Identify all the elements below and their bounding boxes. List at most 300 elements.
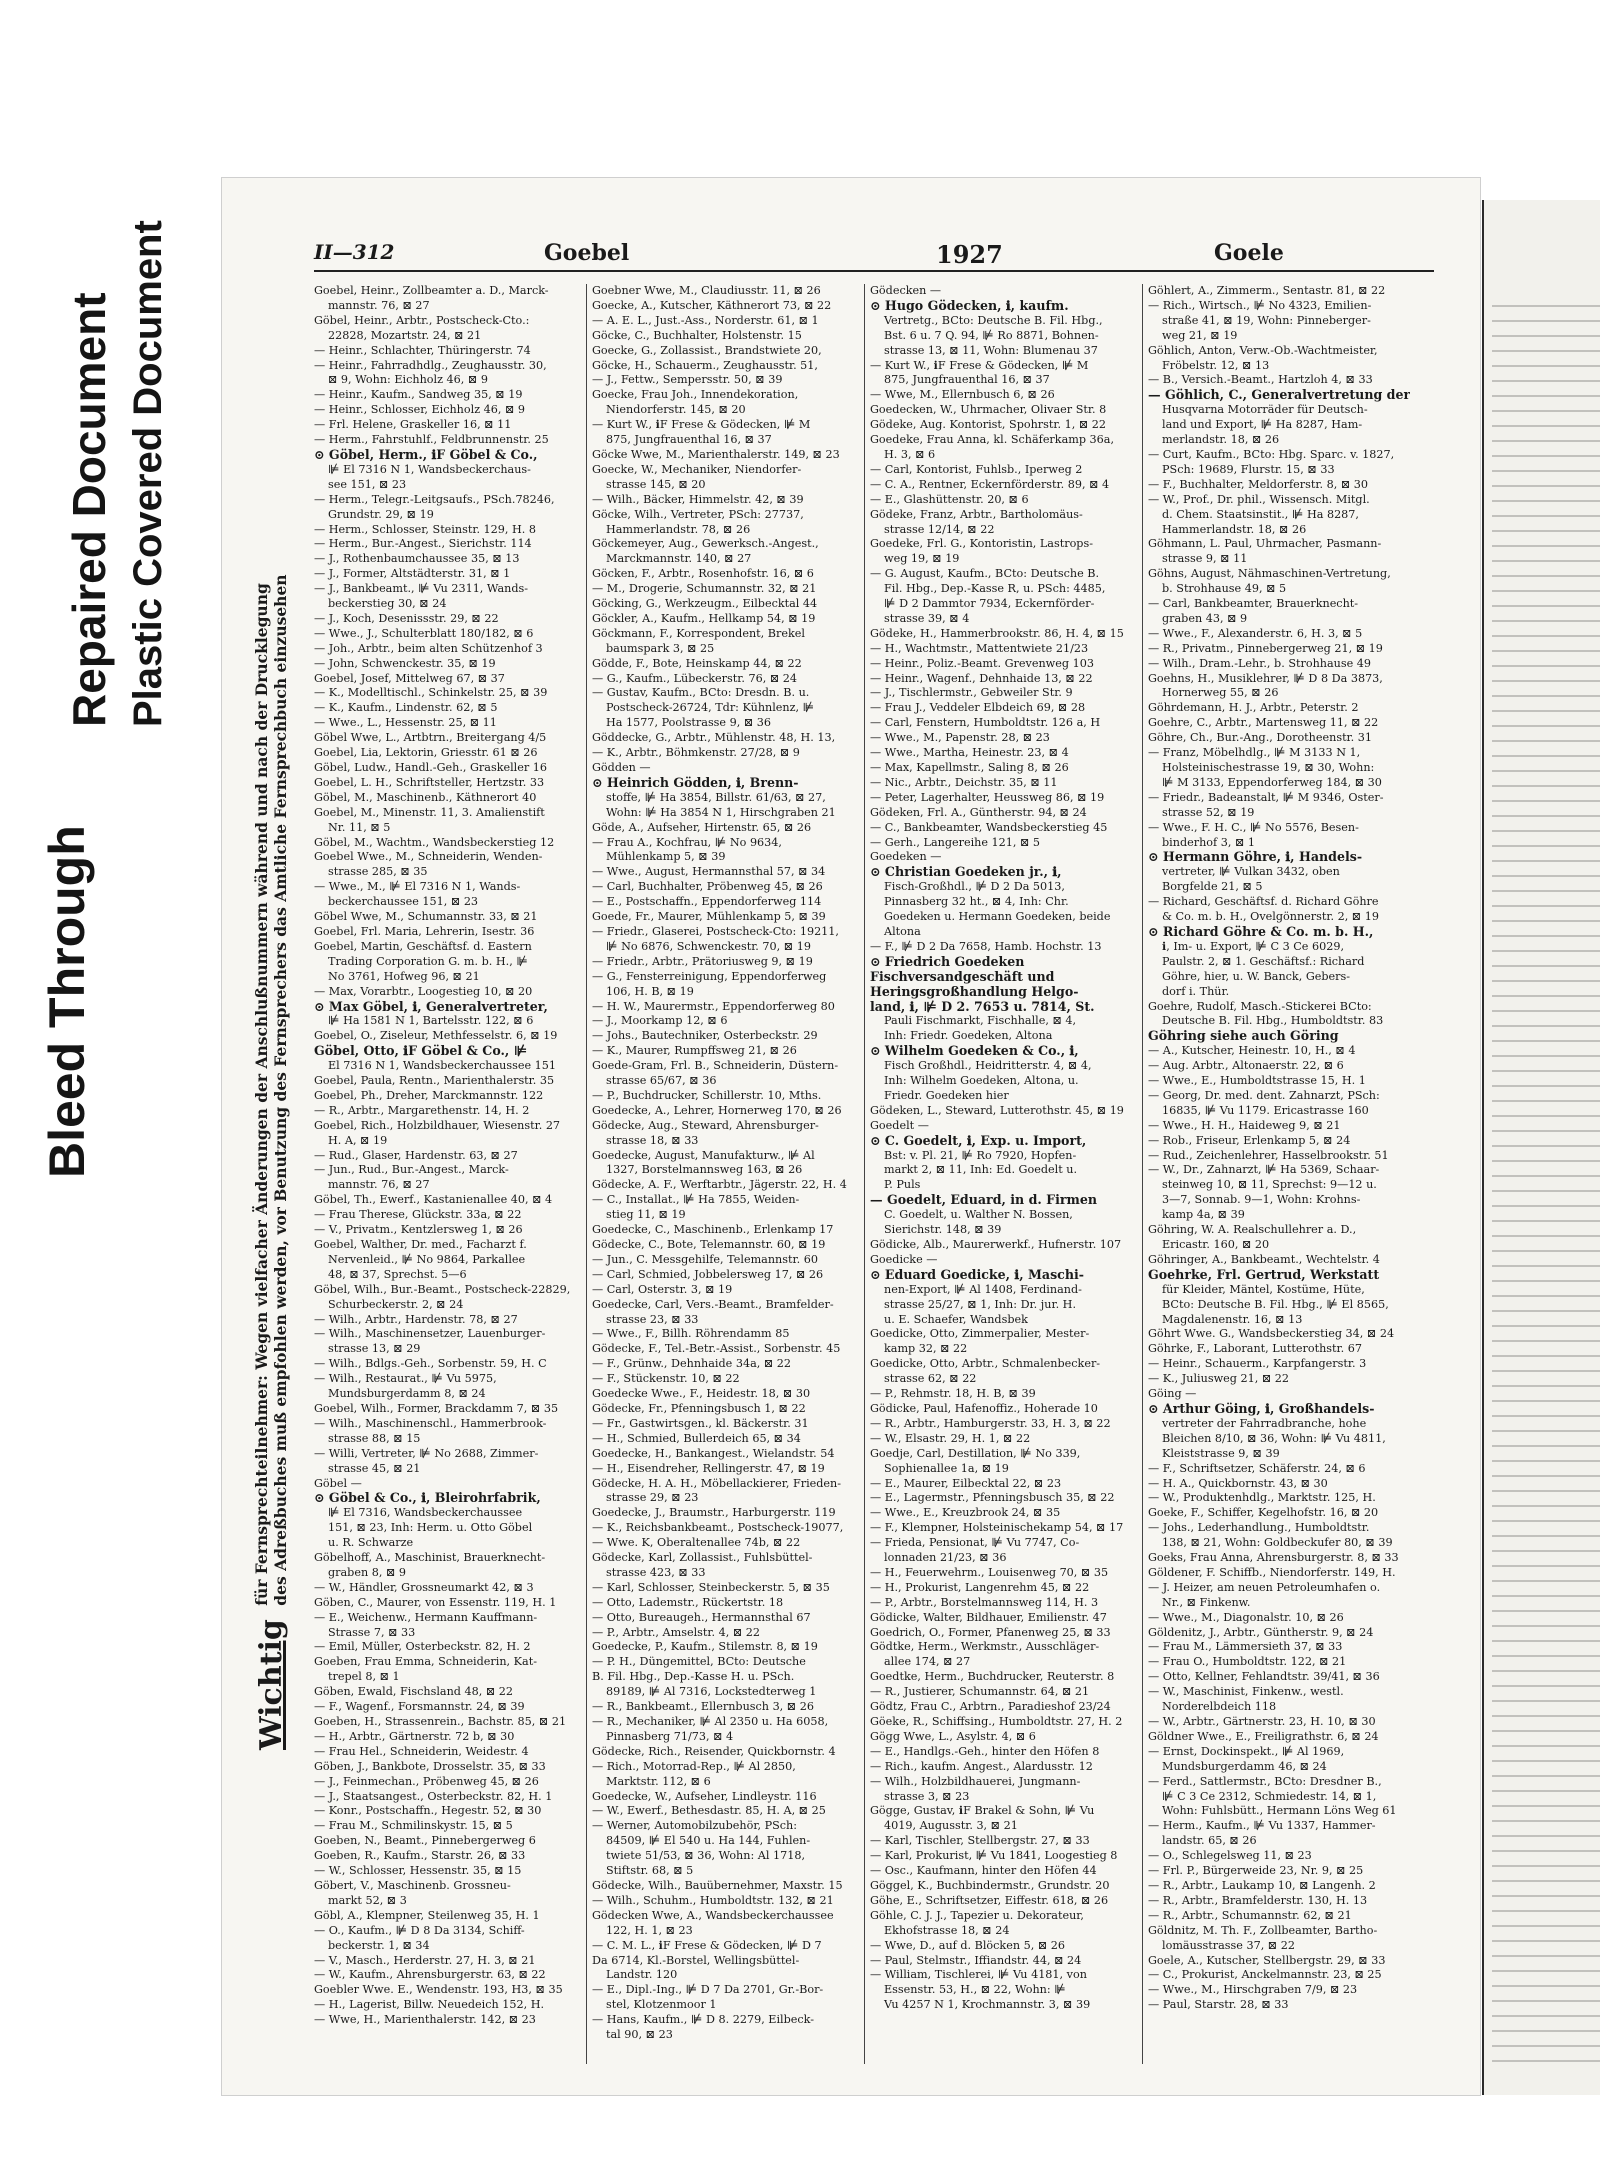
directory-entry: — Heinr., Poliz.-Beamt. Grevenweg 103 <box>870 656 1094 670</box>
directory-entry: Da 6714, Kl.-Borstel, Wellingsbüttel- <box>592 1953 800 1967</box>
directory-entry: Gödecke, C., Bote, Telemannstr. 60, ⊠ 19 <box>592 1238 826 1251</box>
directory-entry: nen-Export, ⊯ Al 1408, Ferdinand- <box>884 1282 1082 1296</box>
directory-entry: Göhmann, L. Paul, Uhrmacher, Pasmann- <box>1148 537 1382 551</box>
directory-entry: Hammerlandstr. 78, ⊠ 26 <box>606 522 751 536</box>
directory-entry: Gögg Wwe, L., Asylstr. 4, ⊠ 6 <box>870 1729 1036 1743</box>
directory-entry: — Wwe, H., Marienthalerstr. 142, ⊠ 23 <box>314 2013 536 2027</box>
directory-entry: — Ferd., Sattlermstr., BCto: Dresdner B., <box>1148 1774 1382 1788</box>
directory-entry: — O., Kaufm., ⊯ D 8 Da 3134, Schiff- <box>314 1923 525 1937</box>
directory-entry: Friedr. Goedeken hier <box>884 1088 1009 1102</box>
directory-entry: — Johs., Bautechniker, Osterbeckstr. 29 <box>592 1029 818 1043</box>
directory-entry: — F., ⊯ D 2 Da 7658, Hamb. Hochstr. 13 <box>870 939 1102 953</box>
directory-entry: Gödden — <box>592 761 651 774</box>
directory-entry: — Wwe., F., Alexanderstr. 6, H. 3, ⊠ 5 <box>1148 626 1363 640</box>
directory-entry: Göbelhoff, A., Maschinist, Brauerknecht- <box>314 1551 546 1565</box>
directory-entry: — Georg, Dr. med. dent. Zahnarzt, PSch: <box>1148 1088 1380 1102</box>
directory-entry: Göhre, Ch., Bur.-Ang., Dorotheenstr. 31 <box>1148 731 1373 745</box>
directory-entry: d. Chem. Staatsinstit., ⊯ Ha 8287, <box>1162 507 1359 521</box>
directory-entry: — Kurt W., ℹF Frese & Gödecken, ⊯ M <box>592 418 811 432</box>
directory-entry: — Ernst, Dockinspekt., ⊯ Al 1969, <box>1148 1744 1345 1758</box>
directory-entry: ⊙ Hermann Göhre, ℹ, Handels- <box>1148 850 1363 865</box>
directory-entry: — H., Wachtmstr., Mattentwiete 21/23 <box>870 641 1089 655</box>
directory-entry: ⊙ Göbel, Herm., ℹF Göbel & Co., <box>314 447 538 462</box>
column-rule <box>864 284 865 2064</box>
column-rule <box>1142 284 1143 2064</box>
directory-entry: Göldener, F. Schiffb., Niendorferstr. 149, H. <box>1148 1565 1396 1579</box>
directory-entry: — Carl, Buchhalter, Pröbenweg 45, ⊠ 26 <box>592 880 823 894</box>
directory-entry: — Carl, Kontorist, Fuhlsb., Iperweg 2 <box>870 462 1083 476</box>
directory-entry: — F., Wagenf., Forsmannstr. 24, ⊠ 39 <box>314 1700 525 1714</box>
notice-line-1: für Fernsprechteilnehmer: Wegen vielfacher Änderungen der Anschlußnummern während und nach der Drucklegung <box>252 583 271 1606</box>
directory-entry: Paulstr. 2, ⊠ 1. Geschäftsf.: Richard <box>1162 954 1365 968</box>
directory-entry: Fröbelstr. 12, ⊠ 13 <box>1162 358 1270 372</box>
directory-entry: — Herm., Bur.-Angest., Sierichstr. 114 <box>314 537 532 551</box>
directory-entry: Göckemeyer, Aug., Gewerksch.-Angest., <box>592 537 819 551</box>
directory-entry: strasse 285, ⊠ 35 <box>328 865 428 879</box>
directory-entry: — Nic., Arbtr., Deichstr. 35, ⊠ 11 <box>870 775 1058 789</box>
directory-entry: markt 2, ⊠ 11, Inh: Ed. Goedelt u. <box>884 1163 1078 1177</box>
directory-entry: strasse 29, ⊠ 23 <box>606 1491 699 1505</box>
directory-entry: Goedecken, W., Uhrmacher, Olivaer Str. 8 <box>870 403 1107 417</box>
directory-entry: Stiftstr. 68, ⊠ 5 <box>606 1864 694 1878</box>
directory-entry: mannstr. 76, ⊠ 27 <box>328 1178 430 1192</box>
directory-entry: — Goedelt, Eduard, in d. Firmen <box>870 1193 1098 1208</box>
directory-entry: — K., Maurer, Rumpffsweg 21, ⊠ 26 <box>592 1044 797 1058</box>
directory-entry: Göcken, F., Arbtr., Rosenhofstr. 16, ⊠ 6 <box>592 567 814 581</box>
directory-entry: Vertretg., BCto: Deutsche B. Fil. Hbg., <box>884 313 1103 327</box>
directory-column-4 <box>1148 284 1410 2064</box>
directory-entry: Goecke, Frau Joh., Innendekoration, <box>592 388 799 402</box>
directory-entry: Goedtke, Herm., Buchdrucker, Reuterstr. 8 <box>870 1670 1115 1684</box>
directory-entry: — M., Drogerie, Schumannstr. 32, ⊠ 21 <box>592 582 817 596</box>
directory-entry: — Herm., Telegr.-Leitgsaufs., PSch.78246, <box>314 492 555 506</box>
directory-entry: — H., Prokurist, Langenrehm 45, ⊠ 22 <box>870 1580 1090 1594</box>
directory-entry: Goedecke, August, Manufakturw., ⊯ Al <box>592 1148 815 1162</box>
directory-entry: & Co. m. b. H., Ovelgönnerstr. 2, ⊠ 19 <box>1162 910 1379 924</box>
directory-entry: — F., Buchhalter, Meldorferstr. 8, ⊠ 30 <box>1148 477 1368 491</box>
directory-entry: No 3761, Hofweg 96, ⊠ 21 <box>328 969 480 983</box>
directory-entry: — H., Schmied, Bullerdeich 65, ⊠ 34 <box>592 1431 801 1445</box>
directory-entry: Heringsgroßhandlung Helgo- <box>870 984 1079 999</box>
directory-entry: ⊯ D 2 Dammtor 7934, Eckernförder- <box>884 597 1095 611</box>
directory-entry: Goebel, L. H., Schriftsteller, Hertzstr. 33 <box>314 775 545 789</box>
directory-entry: Goehre, Rudolf, Masch.-Stickerei BCto: <box>1148 999 1372 1013</box>
directory-entry: beckerchaussee 151, ⊠ 23 <box>328 895 479 909</box>
directory-entry: H. A, ⊠ 19 <box>328 1133 388 1147</box>
directory-entry: Göldner Wwe., E., Freiligrathstr. 6, ⊠ 24 <box>1148 1729 1379 1743</box>
directory-entry: — W., Händler, Grossneumarkt 42, ⊠ 3 <box>314 1580 534 1594</box>
directory-entry: ℹ, Im- u. Export, ⊯ C 3 Ce 6029, <box>1162 939 1345 953</box>
directory-entry: Hammerlandstr. 18, ⊠ 26 <box>1162 522 1307 536</box>
directory-entry: Magdalenenstr. 16, ⊠ 13 <box>1162 1312 1303 1326</box>
directory-entry: Wohn: Fuhlsbütt., Hermann Löns Weg 61 <box>1162 1804 1397 1818</box>
directory-entry: Goede-Gram, Frl. B., Schneiderin, Düstern- <box>592 1059 839 1073</box>
directory-entry: ⊙ Heinrich Gödden, ℹ, Brenn- <box>592 775 799 790</box>
directory-entry: — Rich., Wirtsch., ⊯ No 4323, Emilien- <box>1148 298 1372 312</box>
directory-entry: Goedecke, Carl, Vers.-Beamt., Bramfelder- <box>592 1297 834 1311</box>
directory-entry: — R., Justierer, Schumannstr. 64, ⊠ 21 <box>870 1685 1090 1699</box>
directory-entry: Goebel, Heinr., Zollbeamter a. D., Marck- <box>314 284 549 297</box>
directory-entry: Göcke, H., Schauerm., Zeughausstr. 51, <box>592 358 818 372</box>
running-header <box>314 240 1434 272</box>
directory-entry: ⊙ Arthur Göing, ℹ, Großhandels- <box>1148 1401 1375 1416</box>
directory-entry: Goedje, Carl, Destillation, ⊯ No 339, <box>870 1446 1081 1460</box>
directory-entry: Göbel Wwe, M., Schumannstr. 33, ⊠ 21 <box>314 910 538 924</box>
page-number: II—312 <box>314 240 395 264</box>
directory-entry: 3—7, Sonnab. 9—1, Wohn: Krohns- <box>1162 1193 1361 1207</box>
directory-entry: Goedeken — <box>870 850 942 864</box>
directory-column-1 <box>314 284 576 2064</box>
directory-entry: Göcking, G., Werkzeugm., Eilbecktal 44 <box>592 597 818 611</box>
directory-entry: — William, Tischlerei, ⊯ Vu 4181, von <box>870 1968 1087 1982</box>
directory-entry: Goedecke, P., Kaufm., Stilemstr. 8, ⊠ 19 <box>592 1640 818 1654</box>
directory-entry: — C. M. L., ℹF Frese & Gödecken, ⊯ D 7 <box>592 1938 822 1952</box>
directory-entry: 1327, Borstelmannsweg 163, ⊠ 26 <box>606 1163 803 1177</box>
directory-entry: Schurbeckerstr. 2, ⊠ 24 <box>328 1297 464 1311</box>
directory-entry: — W., Elsastr. 29, H. 1, ⊠ 22 <box>870 1431 1031 1445</box>
directory-entry: — Wilh., Maschinenschl., Hammerbrook- <box>314 1416 547 1430</box>
directory-entry: — Wilh., Restaurat., ⊯ Vu 5975, <box>314 1372 497 1386</box>
directory-entry: Trading Corporation G. m. b. H., ⊯ <box>328 954 528 968</box>
directory-entry: Sophienallee 1a, ⊠ 19 <box>884 1461 1009 1475</box>
directory-entry: — C., Installat., ⊯ Ha 7855, Weiden- <box>592 1193 800 1207</box>
directory-entry: Grundstr. 29, ⊠ 19 <box>328 507 434 521</box>
directory-entry: strasse 18, ⊠ 33 <box>606 1133 699 1147</box>
directory-entry: strasse 25/27, ⊠ 1, Inh: Dr. jur. H. <box>884 1297 1076 1311</box>
directory-entry: — Heinr., Schauerm., Karpfangerstr. 3 <box>1148 1357 1367 1371</box>
directory-entry: — V., Masch., Herderstr. 27, H. 3, ⊠ 21 <box>314 1953 536 1967</box>
label-plastic-covered-document: Plastic Covered Document <box>126 220 170 727</box>
directory-entry: 106, H. B, ⊠ 19 <box>606 984 694 998</box>
directory-entry: — J., Moorkamp 12, ⊠ 6 <box>592 1014 728 1028</box>
directory-entry: Vu 4257 N 1, Krochmannstr. 3, ⊠ 39 <box>884 1998 1091 2012</box>
label-bleed-through: Bleed Through <box>39 825 95 1178</box>
directory-entry: see 151, ⊠ 23 <box>328 477 407 491</box>
directory-entry: — G. August, Kaufm., BCto: Deutsche B. <box>870 567 1100 581</box>
directory-entry: Göhrke, F., Laborant, Lutterothstr. 67 <box>1148 1342 1362 1356</box>
directory-entry: Gödecke, A. F., Werftarbtr., Jägerstr. 22, H. 4 <box>592 1178 847 1192</box>
directory-entry: — Peter, Lagerhalter, Heussweg 86, ⊠ 19 <box>870 790 1105 804</box>
directory-entry: C. Goedelt, u. Walther N. Bossen, <box>884 1208 1073 1222</box>
directory-entry: Göckler, A., Kaufm., Hellkamp 54, ⊠ 19 <box>592 611 816 625</box>
directory-entry: Göben, Ewald, Fischsland 48, ⊠ 22 <box>314 1685 514 1699</box>
directory-entry: ⊙ C. Goedelt, ℹ, Exp. u. Import, <box>870 1133 1087 1148</box>
directory-entry: P. Puls <box>884 1178 921 1192</box>
directory-entry: — V., Privatm., Kentzlersweg 1, ⊠ 26 <box>314 1223 523 1237</box>
directory-entry: 89189, ⊯ Al 7316, Lockstedterweg 1 <box>606 1685 817 1699</box>
directory-entry: strasse 88, ⊠ 15 <box>328 1431 421 1445</box>
directory-entry: allee 174, ⊠ 27 <box>884 1655 971 1669</box>
directory-entry: Norderelbdeich 118 <box>1162 1700 1277 1714</box>
directory-entry: — Willi, Vertreter, ⊯ No 2688, Zimmer- <box>314 1446 539 1460</box>
directory-entry: — Wwe., Martha, Heinestr. 23, ⊠ 4 <box>870 746 1069 760</box>
directory-entry: — Curt, Kaufm., BCto: Hbg. Sparc. v. 1827, <box>1148 447 1395 461</box>
directory-entry: Gödeke, Aug. Kontorist, Spohrstr. 1, ⊠ 22 <box>870 418 1107 432</box>
directory-entry: steinweg 10, ⊠ 11, Sprechst: 9—12 u. <box>1162 1178 1377 1192</box>
directory-entry: Gödecken Wwe, A., Wandsbeckerchaussee <box>592 1908 834 1922</box>
directory-entry: — Herm., Fahrstuhlf., Feldbrunnenstr. 25 <box>314 433 549 447</box>
directory-entry: Goehns, H., Musiklehrer, ⊯ D 8 Da 3873, <box>1148 671 1383 685</box>
directory-entry: PSch: 19689, Flurstr. 15, ⊠ 33 <box>1162 462 1335 476</box>
directory-entry: Mundsburgerdamm 46, ⊠ 24 <box>1162 1759 1327 1773</box>
directory-entry: — Rud., Zeichenlehrer, Hasselbrookstr. 51 <box>1148 1148 1389 1162</box>
directory-entry: Göldnitz, M. Th. F., Zollbeamter, Bartho- <box>1148 1923 1378 1937</box>
directory-entry: Göbel, M., Maschinenb., Käthnerort 40 <box>314 790 537 804</box>
directory-entry: — Frau Hel., Schneiderin, Weidestr. 4 <box>314 1744 529 1758</box>
directory-entry: — J., Feinmechan., Pröbenweg 45, ⊠ 26 <box>314 1774 539 1788</box>
directory-entry: — R., Arbtr., Hamburgerstr. 33, H. 3, ⊠ 22 <box>870 1416 1111 1430</box>
directory-entry: — Max, Vorarbtr., Loogestieg 10, ⊠ 20 <box>314 984 533 998</box>
directory-entry: — Friedr., Arbtr., Prätoriusweg 9, ⊠ 19 <box>592 954 813 968</box>
directory-entry: — R., Bankbeamt., Ellernbusch 3, ⊠ 26 <box>592 1700 814 1714</box>
directory-entry: — W., Ewerf., Bethesdastr. 85, H. A, ⊠ 25 <box>592 1804 826 1818</box>
directory-entry: Gödecke, Fr., Pfenningsbusch 1, ⊠ 22 <box>592 1401 806 1415</box>
directory-entry: — Wilh., Arbtr., Hardenstr. 78, ⊠ 27 <box>314 1312 518 1326</box>
directory-entry: Göldenitz, J., Arbtr., Güntherstr. 9, ⊠ 24 <box>1148 1625 1374 1639</box>
directory-entry: — Wwe., L., Hessenstr. 25, ⊠ 11 <box>314 716 497 730</box>
directory-entry: ⊯ El 7316 N 1, Wandsbeckerchaus- <box>328 462 531 476</box>
directory-entry: Gödde, F., Bote, Heinskamp 44, ⊠ 22 <box>592 656 802 670</box>
directory-entry: ⊯ C 3 Ce 2312, Schmiedestr. 14, ⊠ 1, <box>1162 1789 1377 1803</box>
directory-entry: Goedelt — <box>870 1118 929 1132</box>
directory-entry: — Heinr., Fahrradhdlg., Zeughausstr. 30, <box>314 358 547 372</box>
directory-entry: Landstr. 120 <box>606 1968 678 1982</box>
directory-entry: — B., Versich.-Beamt., Hartzloh 4, ⊠ 33 <box>1148 373 1373 387</box>
directory-entry: — Frl. P., Bürgerweide 23, Nr. 9, ⊠ 25 <box>1148 1864 1364 1878</box>
directory-entry: — Friedr., Badeanstalt, ⊯ M 9346, Oster- <box>1148 790 1384 804</box>
directory-entry: Fil. Hbg., Dep.-Kasse R, u. PSch: 4485, <box>884 582 1106 596</box>
directory-entry: — Wilh., Maschinensetzer, Lauenburger- <box>314 1327 546 1341</box>
directory-entry: — Johs., Lederhandlung., Humboldtstr. <box>1148 1521 1370 1535</box>
directory-entry: — F., Klempner, Holsteinischekamp 54, ⊠ 17 <box>870 1521 1124 1535</box>
directory-entry: — K., Kaufm., Lindenstr. 62, ⊠ 5 <box>314 701 498 715</box>
directory-entry: — J., Former, Altstädterstr. 31, ⊠ 1 <box>314 567 511 581</box>
directory-entry: stel, Klotzenmoor 1 <box>606 1998 717 2012</box>
directory-entry: Goecke, G., Zollassist., Brandstwiete 20, <box>592 343 822 357</box>
directory-entry: — Frau Therese, Glückstr. 33a, ⊠ 22 <box>314 1208 522 1222</box>
directory-entry: strasse 39, ⊠ 4 <box>884 611 970 625</box>
directory-entry: — Karl, Prokurist, ⊯ Vu 1841, Loogestieg 8 <box>870 1849 1118 1863</box>
telephone-notice <box>252 574 290 1750</box>
directory-entry: — Karl, Schlosser, Steinbeckerstr. 5, ⊠ 35 <box>592 1580 830 1594</box>
directory-entry: ⊙ Richard Göhre & Co. m. b. H., <box>1148 924 1374 939</box>
directory-entry: Goede, Fr., Maurer, Mühlenkamp 5, ⊠ 39 <box>592 910 826 924</box>
directory-entry: — Herm., Kaufm., ⊯ Vu 1337, Hammer- <box>1148 1819 1376 1833</box>
directory-entry: — R., Arbtr., Laukamp 10, ⊠ Langenh. 2 <box>1148 1878 1376 1892</box>
directory-entry: — F., Schriftsetzer, Schäferstr. 24, ⊠ 6 <box>1148 1461 1366 1475</box>
directory-entry: stieg 11, ⊠ 19 <box>606 1208 686 1222</box>
directory-entry: Göhringer, A., Bankbeamt., Wechtelstr. 4 <box>1148 1252 1380 1266</box>
directory-entry: straße 41, ⊠ 19, Wohn: Pinneberger- <box>1162 313 1371 327</box>
directory-entry: — Rob., Friseur, Erlenkamp 5, ⊠ 24 <box>1148 1133 1351 1147</box>
directory-entry: — H., Eisendreher, Rellingerstr. 47, ⊠ 19 <box>592 1461 825 1475</box>
directory-entry: Goedrich, O., Former, Pfanenweg 25, ⊠ 33 <box>870 1625 1111 1639</box>
directory-entry: Göbel — <box>314 1476 362 1490</box>
directory-entry: kamp 32, ⊠ 22 <box>884 1342 968 1356</box>
directory-entry: Fisch Großhdl., Heidritterstr. 4, ⊠ 4, <box>884 1059 1092 1073</box>
directory-entry: — Wwe, M., Ellernbusch 6, ⊠ 26 <box>870 388 1055 402</box>
directory-entry: tal 90, ⊠ 23 <box>606 2028 673 2042</box>
directory-entry: Bleichen 8/10, ⊠ 36, Wohn: ⊯ Vu 4811, <box>1162 1431 1386 1445</box>
directory-entry: — Wwe., E., Kreuzbrook 24, ⊠ 35 <box>870 1506 1061 1520</box>
directory-entry: — Wwe., M., Diagonalstr. 10, ⊠ 26 <box>1148 1610 1344 1624</box>
directory-entry: — E., Weichenw., Hermann Kauffmann- <box>314 1610 538 1624</box>
directory-entry: — K., Juliusweg 21, ⊠ 22 <box>1148 1372 1289 1386</box>
directory-entry: — C., Bankbeamter, Wandsbeckerstieg 45 <box>870 820 1108 834</box>
directory-entry: — Rich., kaufm. Angest., Alardusstr. 12 <box>870 1759 1093 1773</box>
directory-entry: — W., Dr., Zahnarzt, ⊯ Ha 5369, Schaar- <box>1148 1163 1380 1177</box>
directory-entry: — H., Arbtr., Gärtnerstr. 72 b, ⊠ 30 <box>314 1729 515 1743</box>
directory-entry: Goele, A., Kutscher, Stellbergstr. 29, ⊠ 33 <box>1148 1953 1386 1967</box>
directory-entry: Goedicke, Otto, Zimmerpalier, Mester- <box>870 1327 1090 1341</box>
directory-entry: Goebel, Frl. Maria, Lehrerin, Isestr. 36 <box>314 924 535 938</box>
directory-entry: Goedeken u. Hermann Goedeken, beide <box>884 910 1111 924</box>
directory-entry: Göhlich, Anton, Verw.-Ob.-Wachtmeister, <box>1148 343 1378 357</box>
directory-entry: Inh: Friedr. Goedeken, Altona <box>884 1029 1053 1043</box>
directory-entry: Goecke, A., Kutscher, Käthnerort 73, ⊠ 22 <box>592 298 832 312</box>
directory-entry: Goebel, Josef, Mittelweg 67, ⊠ 37 <box>314 671 505 685</box>
directory-entry: Nr., ⊠ Finkenw. <box>1162 1595 1251 1609</box>
directory-entry: — C., Prokurist, Anckelmannstr. 23, ⊠ 25 <box>1148 1968 1382 1982</box>
directory-entry: Goebel, Ph., Dreher, Marckmannstr. 122 <box>314 1088 544 1102</box>
directory-entry: binderhof 3, ⊠ 1 <box>1162 835 1255 849</box>
directory-entry: — Joh., Arbtr., beim alten Schützenhof 3 <box>314 641 543 655</box>
directory-entry: trepel 8, ⊠ 1 <box>328 1670 400 1684</box>
directory-entry: — Franz, Möbelhdlg., ⊯ M 3133 N 1, <box>1148 746 1361 760</box>
directory-entry: u. E. Schaefer, Wandsbek <box>884 1312 1028 1326</box>
directory-entry: strasse 52, ⊠ 19 <box>1162 805 1255 819</box>
directory-entry: merlandstr. 18, ⊠ 26 <box>1162 433 1280 447</box>
directory-entry: Goeben, R., Kaufm., Starstr. 26, ⊠ 33 <box>314 1849 526 1863</box>
directory-entry: — W., Arbtr., Gärtnerstr. 23, H. 10, ⊠ 30 <box>1148 1715 1376 1728</box>
directory-entry: — Wilh., Holzbildhauerei, Jungmann- <box>870 1774 1081 1788</box>
directory-entry: — Paul, Stelmstr., Iffiandstr. 44, ⊠ 24 <box>870 1953 1082 1967</box>
directory-entry: Goeben, H., Strassenrein., Bachstr. 85, ⊠ 21 <box>314 1715 567 1728</box>
directory-entry: — Max, Kapellmstr., Saling 8, ⊠ 26 <box>870 761 1069 774</box>
directory-entry: Altona <box>884 924 921 938</box>
directory-entry: — J., Tischlermstr., Gebweiler Str. 9 <box>870 686 1073 700</box>
directory-entry: — E., Postschaffn., Eppendorferweg 114 <box>592 895 822 909</box>
scanned-directory-page <box>222 178 1480 2095</box>
directory-entry: — Richard, Geschäftsf. d. Richard Göhre <box>1148 895 1379 909</box>
directory-column-2 <box>592 284 854 2064</box>
directory-entry: — Carl, Osterstr. 3, ⊠ 19 <box>592 1282 733 1296</box>
directory-entry: Göhre, hier, u. W. Banck, Gebers- <box>1162 969 1351 983</box>
directory-entry: ⊙ Christian Goedeken jr., ℹ, <box>870 865 1062 880</box>
directory-entry: — Otto, Lademstr., Rückertstr. 18 <box>592 1595 784 1609</box>
directory-entry: Gödeken, Frl. A., Güntherstr. 94, ⊠ 24 <box>870 805 1087 819</box>
directory-entry: — Hans, Kaufm., ⊯ D 8. 2279, Eilbeck- <box>592 2013 815 2027</box>
directory-entry: — Wwe., M., ⊯ El 7316 N 1, Wands- <box>314 880 521 894</box>
directory-entry: Göhring, W. A. Realschullehrer a. D., <box>1148 1223 1357 1237</box>
directory-entry: Borgfelde 21, ⊠ 5 <box>1162 880 1263 894</box>
directory-entry: mannstr. 76, ⊠ 27 <box>328 298 430 312</box>
directory-entry: weg 21, ⊠ 19 <box>1162 328 1238 342</box>
directory-entry: Gödtz, Frau C., Arbtrn., Paradieshof 23/24 <box>870 1700 1111 1714</box>
directory-entry: Goedicke, Otto, Arbtr., Schmalenbecker- <box>870 1357 1101 1371</box>
directory-entry: — Aug. Arbtr., Altonaerstr. 22, ⊠ 6 <box>1148 1059 1344 1073</box>
directory-entry: — W., Maschinist, Finkenw., westl. <box>1148 1685 1344 1699</box>
directory-entry: markt 52, ⊠ 3 <box>328 1893 407 1907</box>
directory-entry: Göbl, A., Klempner, Steilenweg 35, H. 1 <box>314 1908 540 1922</box>
directory-entry: Gödecken — <box>870 284 942 297</box>
directory-entry: — R., Arbtr., Margarethenstr. 14, H. 2 <box>314 1103 530 1117</box>
directory-entry: strasse 23, ⊠ 33 <box>606 1312 699 1326</box>
directory-entry: — P., Arbtr., Borstelmannsweg 114, H. 3 <box>870 1595 1099 1609</box>
directory-entry: Sierichstr. 148, ⊠ 39 <box>884 1223 1002 1237</box>
directory-entry: — Frau J., Veddeler Elbdeich 69, ⊠ 28 <box>870 701 1086 715</box>
directory-entry: — Frl. Helene, Graskeller 16, ⊠ 11 <box>314 418 512 432</box>
directory-entry: strasse 13, ⊠ 29 <box>328 1342 421 1356</box>
directory-entry: Goedecke, W., Aufseher, Lindleystr. 116 <box>592 1789 817 1803</box>
directory-entry: Goebler Wwe. E., Wendenstr. 193, H3, ⊠ 35 <box>314 1983 563 1997</box>
directory-entry: strasse 12/14, ⊠ 22 <box>884 522 995 536</box>
directory-entry: weg 19, ⊠ 19 <box>884 552 960 566</box>
directory-entry: Goecke, W., Mechaniker, Niendorfer- <box>592 462 802 476</box>
directory-entry: — J. Heizer, am neuen Petroleumhafen o. <box>1148 1580 1381 1594</box>
directory-entry: Göeke, R., Schiffsing., Humboldtstr. 27, H. 2 <box>870 1715 1123 1728</box>
directory-entry: Gödecke, H. A. H., Möbellackierer, Frieden- <box>592 1476 842 1490</box>
directory-entry: Göde, A., Aufseher, Hirtenstr. 65, ⊠ 26 <box>592 820 812 834</box>
directory-entry: Gödecke, Karl, Zollassist., Fuhlsbüttel- <box>592 1551 813 1565</box>
directory-entry: vertreter der Fahrradbranche, hohe <box>1162 1416 1367 1430</box>
directory-entry: stoffe, ⊯ Ha 3854, Billstr. 61/63, ⊠ 27, <box>606 790 826 804</box>
directory-entry: u. R. Schwarze <box>328 1536 414 1550</box>
directory-entry: 122, H. 1, ⊠ 23 <box>606 1923 693 1937</box>
directory-entry: — R., Arbtr., Bramfelderstr. 130, H. 13 <box>1148 1893 1368 1907</box>
directory-entry: — Frau M., Lämmersieth 37, ⊠ 33 <box>1148 1640 1343 1654</box>
directory-entry: Göben, C., Maurer, von Essenstr. 119, H. 1 <box>314 1595 557 1609</box>
directory-entry: — Rich., Motorrad-Rep., ⊯ Al 2850, <box>592 1759 796 1773</box>
directory-entry: strasse 423, ⊠ 33 <box>606 1565 706 1579</box>
directory-entry: Goeben, Frau Emma, Schneiderin, Kat- <box>314 1655 537 1669</box>
directory-entry: Goedecke, H., Bankangest., Wielandstr. 54 <box>592 1446 835 1460</box>
directory-entry: Goedecke, A., Lehrer, Hornerweg 170, ⊠ 26 <box>592 1103 842 1117</box>
directory-entry: — Wwe., F. H. C., ⊯ No 5576, Besen- <box>1148 820 1359 834</box>
directory-entry: Goeks, Frau Anna, Ahrensburgerstr. 8, ⊠ 33 <box>1148 1551 1399 1565</box>
directory-entry: ⊯ Ha 1581 N 1, Bartelsstr. 122, ⊠ 6 <box>328 1014 534 1028</box>
directory-entry: Goeben, N., Beamt., Pinnebergerweg 6 <box>314 1834 536 1848</box>
directory-entry: beckerstr. 1, ⊠ 34 <box>328 1938 430 1952</box>
directory-entry: Hornerweg 55, ⊠ 26 <box>1162 686 1279 700</box>
directory-entry: 16835, ⊯ Vu 1179. Ericastrasse 160 <box>1162 1103 1369 1117</box>
directory-entry: Gödeke, Franz, Arbtr., Bartholomäus- <box>870 507 1083 521</box>
directory-entry: lonnaden 21/23, ⊠ 36 <box>884 1551 1007 1565</box>
directory-entry: für Kleider, Mäntel, Kostüme, Hüte, <box>1162 1282 1365 1296</box>
directory-entry: Gödecke, Rich., Reisender, Quickbornstr. 4 <box>592 1744 836 1758</box>
directory-entry: — Werner, Automobilzubehör, PSch: <box>592 1819 798 1833</box>
directory-entry: — John, Schwenckestr. 35, ⊠ 19 <box>314 656 496 670</box>
directory-entry: ⊯ M 3133, Eppendorferweg 184, ⊠ 30 <box>1162 775 1382 789</box>
directory-entry: — K., Modelltischl., Schinkelstr. 25, ⊠ 39 <box>314 686 548 700</box>
directory-entry: ⊙ Göbel & Co., ℹ, Bleirohrfabrik, <box>314 1491 541 1506</box>
column-rule <box>586 284 587 2064</box>
directory-entry: — J., Koch, Desenissstr. 29, ⊠ 22 <box>314 611 499 625</box>
directory-entry: Gödecke, F., Tel.-Betr.-Assist., Sorbenstr. 45 <box>592 1342 841 1356</box>
directory-entry: Gödeke, H., Hammerbrookstr. 86, H. 4, ⊠ 15 <box>870 626 1124 640</box>
directory-entry: Niendorferstr. 145, ⊠ 20 <box>606 403 746 417</box>
directory-entry: ⊯ No 6876, Schwenckestr. 70, ⊠ 19 <box>606 939 811 953</box>
directory-entry: Goebel, Lia, Lektorin, Griesstr. 61 ⊠ 26 <box>314 746 538 760</box>
directory-entry: — P., Rehmstr. 18, H. B, ⊠ 39 <box>870 1387 1036 1401</box>
directory-entry: Göbel, Otto, ℹF Göbel & Co., ⊯ <box>314 1044 528 1059</box>
directory-entry: strasse 65/67, ⊠ 36 <box>606 1074 717 1088</box>
directory-entry: ⊙ Eduard Goedicke, ℹ, Maschi- <box>870 1267 1084 1282</box>
directory-entry: beckerstieg 30, ⊠ 24 <box>328 597 447 611</box>
directory-entry: — Carl, Fenstern, Humboldtstr. 126 a, H <box>870 716 1101 730</box>
directory-entry: strasse 45, ⊠ 21 <box>328 1461 421 1475</box>
directory-entry: Goebel, Rich., Holzbildhauer, Wiesenstr. 27 <box>314 1118 561 1132</box>
